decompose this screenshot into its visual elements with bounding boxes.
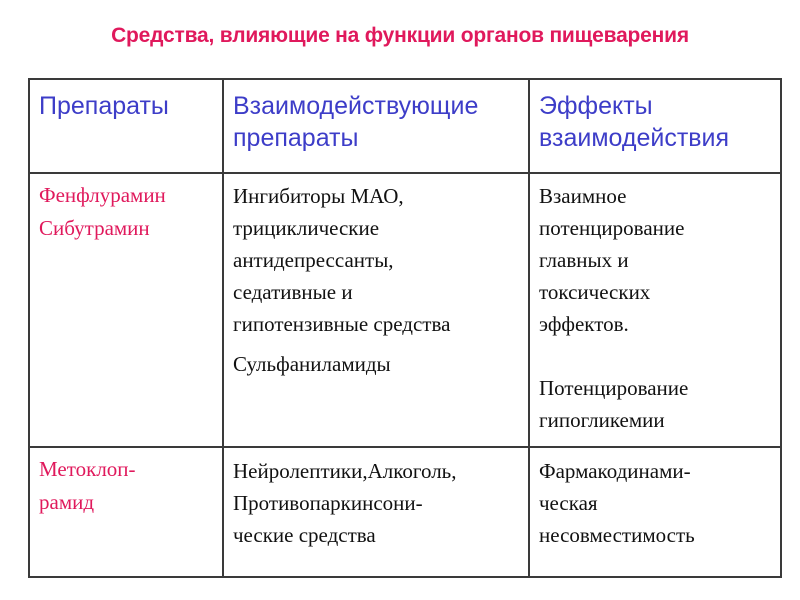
header-interacting-line: препараты — [233, 124, 359, 152]
text-line: антидепрессанты, — [233, 248, 394, 272]
interacting-paragraph — [233, 455, 520, 551]
header-effects — [529, 79, 781, 173]
text-line: ческие средства — [233, 523, 376, 547]
drug-name: Сибутрамин — [39, 216, 150, 240]
page-title: Средства, влияющие на функции органов пищеварения — [111, 24, 689, 47]
text-line: ческая — [539, 491, 598, 515]
effects-cell — [529, 173, 781, 447]
interacting-cell — [223, 173, 529, 447]
text-line: токсических — [539, 280, 651, 304]
effects-paragraph — [539, 180, 772, 340]
drug-name: рамид — [39, 490, 95, 514]
text-line: Противопаркинсони- — [233, 491, 423, 515]
text-line: Ингибиторы МАО, — [233, 184, 404, 208]
text-line: седативные и — [233, 280, 353, 304]
text-line: Нейролептики,Алкоголь, — [233, 459, 457, 483]
drug-interaction-table — [28, 78, 782, 578]
drug-name: Фенфлурамин — [39, 183, 166, 207]
interacting-paragraph — [233, 180, 520, 340]
interacting-paragraph — [233, 348, 520, 380]
text-line: Взаимное — [539, 184, 627, 208]
effects-paragraph — [539, 372, 772, 436]
text-line: главных и — [539, 248, 629, 272]
text-line: эффектов. — [539, 312, 629, 336]
table-row — [29, 173, 781, 447]
text-line: Фармакодинами- — [539, 459, 691, 483]
table-row — [29, 447, 781, 577]
text-line: Потенцирование — [539, 376, 689, 400]
drugs-cell — [29, 447, 223, 577]
drug-name: Метоклоп- — [39, 457, 136, 481]
text-line: трициклические — [233, 216, 380, 240]
table-header-row — [29, 79, 781, 173]
header-drugs-line: Препараты — [39, 92, 169, 120]
interacting-cell — [223, 447, 529, 577]
effects-paragraph — [539, 455, 772, 551]
text-line: несовместимость — [539, 523, 695, 547]
drugs-cell — [29, 173, 223, 447]
text-line: Сульфаниламиды — [233, 352, 391, 376]
header-interacting-line: Взаимодействующие — [233, 92, 479, 120]
header-drugs — [29, 79, 223, 173]
header-interacting-drugs — [223, 79, 529, 173]
effects-cell — [529, 447, 781, 577]
text-line: потенцирование — [539, 216, 685, 240]
text-line: гипогликемии — [539, 408, 665, 432]
header-effects-line: взаимодействия — [539, 124, 730, 152]
text-line: гипотензивные средства — [233, 312, 451, 336]
header-effects-line: Эффекты — [539, 92, 653, 120]
